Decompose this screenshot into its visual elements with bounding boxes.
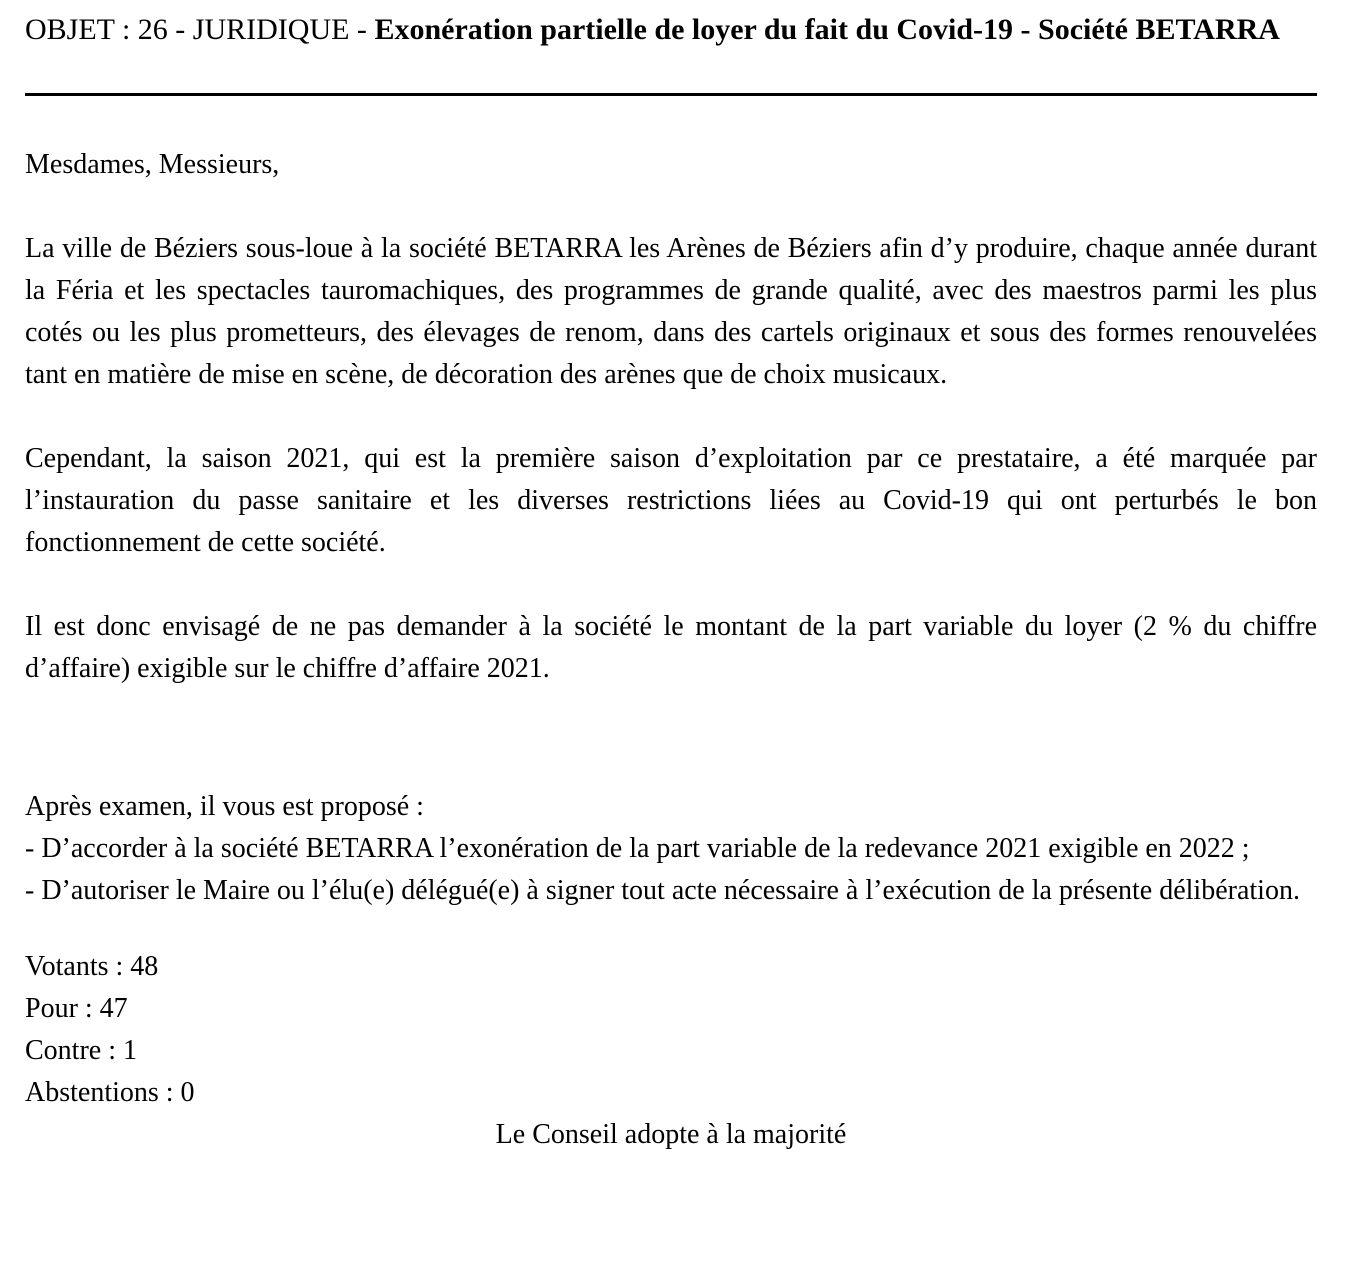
proposal-intro: Après examen, il vous est proposé : bbox=[25, 791, 424, 822]
title-divider-rule bbox=[25, 93, 1317, 96]
vote-line-contre: Contre : 1 bbox=[25, 1035, 137, 1066]
document-title bbox=[25, 10, 1317, 50]
paragraph-context-covid: Cependant, la saison 2021, qui est la première saison d’exploitation par ce prestataire, a été marquée par l’instauration du passe sanitaire et les diverses restrictions liées au Covid-19 qui ont perturbés le bon fonctionnement de cette société. bbox=[25, 443, 1317, 558]
proposal-block bbox=[25, 786, 1317, 912]
proposal-item-accorder: - D’accorder à la société BETARRA l’exonération de la part variable de la redevance 2021 exigible en 2022 ; bbox=[25, 833, 1250, 864]
title-object-prefix: OBJET : 26 - JURIDIQUE - bbox=[25, 13, 375, 46]
title-object-subject: Exonération partielle de loyer du fait du Covid-19 - Société BETARRA bbox=[374, 13, 1280, 46]
paragraph-presentation: La ville de Béziers sous-loue à la société BETARRA les Arènes de Béziers afin d’y produire, chaque année durant la Féria et les spectacles tauromachiques, des programmes de grande qualité, avec des maestros parmi les plus cotés ou les plus prometteurs, des élevages de renom, dans des cartels originaux et sous des formes renouvelées tant en matière de mise en scène, de décoration des arènes que de choix musicaux. bbox=[25, 233, 1317, 390]
votes-block bbox=[25, 946, 1317, 1114]
salutation-line: Mesdames, Messieurs, bbox=[25, 149, 280, 180]
paragraph-exoneration-proposal: Il est donc envisagé de ne pas demander à la société le montant de la part variable du loyer (2 % du chiffre d’affaire) exigible sur le chiffre d’affaire 2021. bbox=[25, 611, 1317, 684]
vote-line-abstentions: Abstentions : 0 bbox=[25, 1077, 195, 1108]
vote-line-pour: Pour : 47 bbox=[25, 993, 128, 1024]
vote-line-votants: Votants : 48 bbox=[25, 951, 159, 982]
proposal-item-autoriser: - D’autoriser le Maire ou l’élu(e) délégué(e) à signer tout acte nécessaire à l’exécution de la présente délibération. bbox=[25, 875, 1300, 906]
conclusion-line: Le Conseil adopte à la majorité bbox=[495, 1119, 847, 1150]
